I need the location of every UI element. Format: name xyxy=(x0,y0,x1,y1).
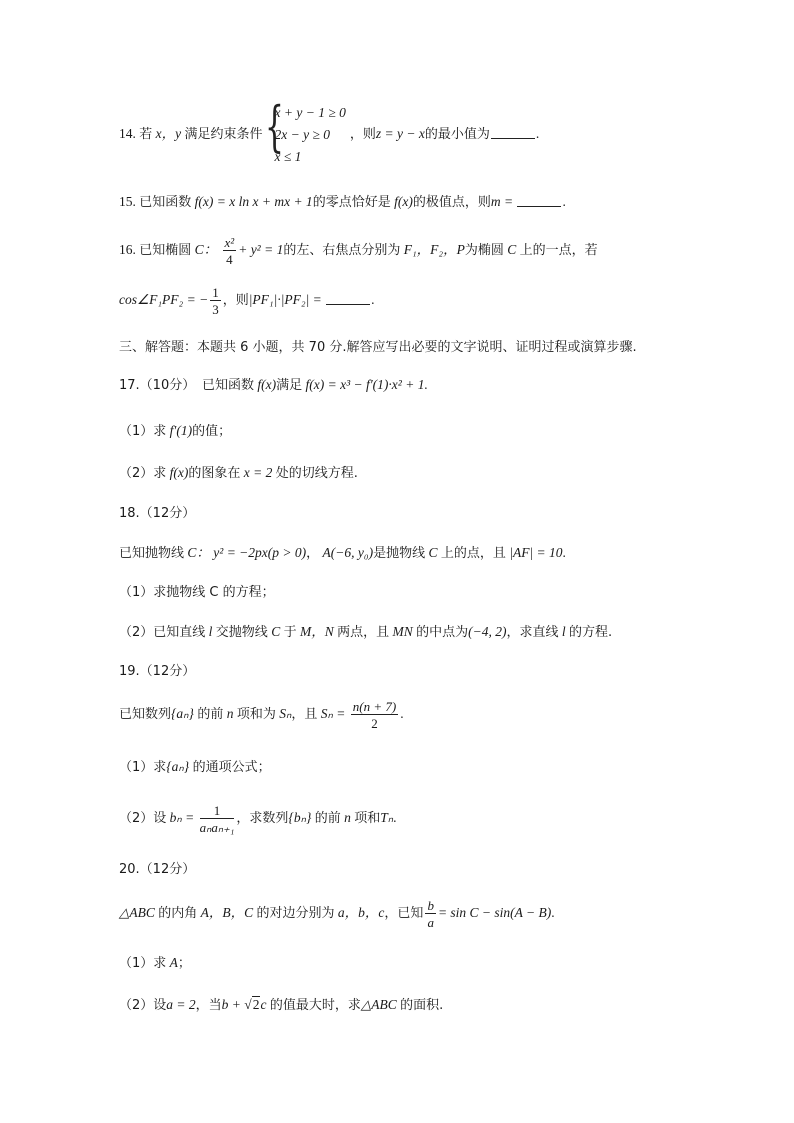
answer-blank xyxy=(326,292,370,305)
question-18-part-1: （1）求抛物线 C 的方程； xyxy=(119,585,275,600)
question-17-part-1: （1）求 f′(1)的值； xyxy=(119,423,232,439)
question-19-part-2: （2）设 bₙ = $\frac{1}{\text{aₙaₙ₊₁}}$ ，求数列{bₙ} 的前 n 项和Tₙ. xyxy=(119,803,397,835)
fraction: $\frac{\text{x²}}{4}$ xyxy=(224,235,235,267)
fraction: $\frac{n(n + 7)}{2}$ xyxy=(352,699,397,731)
question-20-heading: 20.（12分） xyxy=(119,862,196,877)
question-20: △ABC 的内角 A，B，C 的对边分别为 a，b，c，已知 $\frac{b}{a}$ = sin C − sin(A − B). xyxy=(119,898,555,930)
fraction: $\frac{1}{3}$ xyxy=(212,285,219,317)
question-15: 15. 已知函数 f(x) = x ln x + mx + 1的零点恰好是 f(x)的极值点，则m = . xyxy=(119,194,566,210)
question-18: 已知抛物线 C： y² = −2px(p > 0)， A(−6, y₀)是抛物线 C 上的点，且 |AF| = 10. xyxy=(119,545,566,561)
constraint-system: { x + y − 1 ≥ 0 2x − y ≥ 0 x ≤ 1 xyxy=(264,95,346,164)
question-number: 16. xyxy=(119,242,136,258)
math-expression: f(x) = x³ − f′(1)·x² + 1. xyxy=(305,377,428,392)
fraction: $\frac{1}{\text{aₙaₙ₊₁}}$ xyxy=(199,803,235,835)
question-19-heading: 19.（12分） xyxy=(119,664,196,679)
section-header: 三、解答题：本题共 6 小题，共 70 分.解答应写出必要的文字说明、证明过程或演算步骤. xyxy=(119,340,637,355)
answer-blank xyxy=(491,126,535,139)
question-16-continued: cos∠F₁PF₂ = − $\frac{1}{3}$ ，则|PF₁|·|PF₂| = . xyxy=(119,285,375,317)
question-17-part-2: （2）求 f(x)的图象在 x = 2 处的切线方程. xyxy=(119,465,358,481)
answer-blank xyxy=(517,194,561,207)
question-number: 14. xyxy=(119,126,136,142)
question-19-part-1: （1）求{aₙ} 的通项公式； xyxy=(119,759,271,775)
question-19: 已知数列{aₙ} 的前 n 项和为 Sₙ，且 Sₙ = $\frac{n(n + 7)}{2}$ . xyxy=(119,699,404,731)
sqrt-radicand: 2 xyxy=(252,997,260,1012)
question-18-part-2: （2）已知直线 l 交抛物线 C 于 M，N 两点，且 MN 的中点为(−4, 2)，求直线 l 的方程. xyxy=(119,624,613,640)
math-expression: f(x) = x ln x + mx + 1 xyxy=(194,194,313,209)
fraction: $\frac{b}{a}$ xyxy=(427,898,434,930)
question-20-part-1: （1）求 A； xyxy=(119,955,191,971)
math-expression: y² = −2px(p > 0) xyxy=(213,545,307,560)
question-17: 17.（10分） 已知函数 f(x)满足 f(x) = x³ − f′(1)·x² + 1. xyxy=(119,377,428,393)
left-brace-icon: { xyxy=(264,95,284,158)
question-14: 14. 若 x，y 满足约束条件 { x + y − 1 ≥ 0 2x − y ≥ 0 x ≤ 1 ，则z = y − x的最小值为 . xyxy=(119,102,539,168)
question-number: 15. xyxy=(119,194,136,209)
question-heading: 17.（10分） xyxy=(119,378,196,393)
question-16: 16. 已知椭圆 C： $\frac{\text{x²}}{4}$ + y² = 1的左、右焦点分别为 F₁，F₂，P为椭圆 C 上的一点，若 xyxy=(119,235,598,267)
question-20-part-2: （2）设a = 2，当b + √2c 的值最大时，求△ABC 的面积. xyxy=(119,997,444,1013)
question-18-heading: 18.（12分） xyxy=(119,506,196,521)
